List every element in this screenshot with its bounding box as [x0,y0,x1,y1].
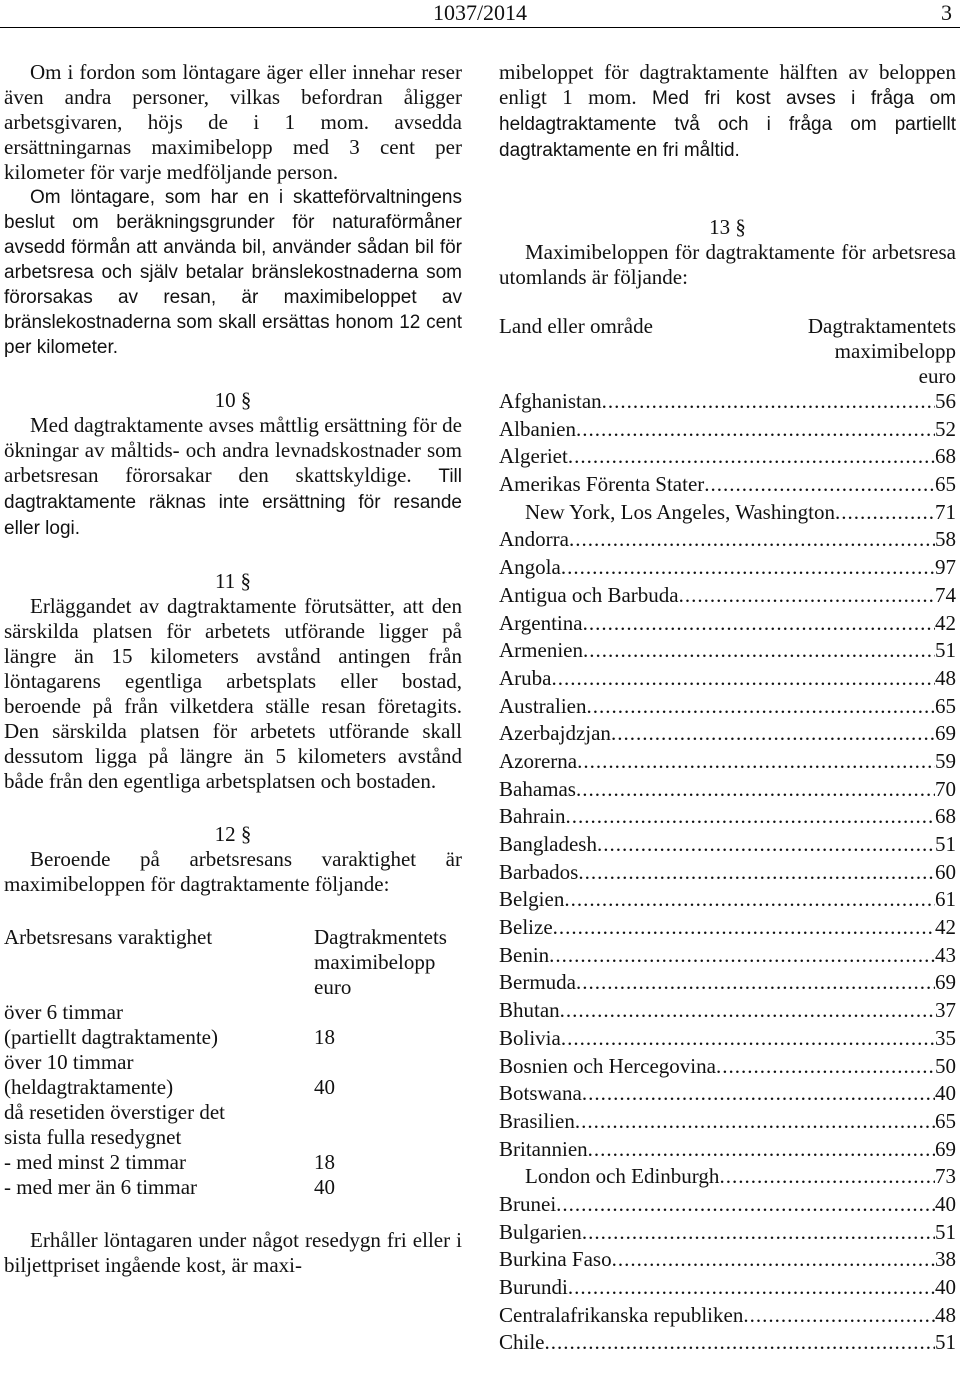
dot-leader [560,998,935,1023]
table-row-label: över 10 timmar [4,1050,134,1074]
country-name: Azerbajdzjan [499,721,611,746]
country-amount: 70 [935,776,956,801]
country-amount: 50 [935,1053,956,1078]
country-amount: 43 [935,942,956,967]
duration-header-amount: Dagtrakmentets maximibelopp euro [314,925,447,999]
country-row [499,1275,956,1303]
country-name: Argentina [499,610,583,635]
dot-leader [583,611,935,636]
country-row [499,527,956,555]
dot-leader [597,832,935,857]
country-amount: 51 [935,1219,956,1244]
dot-leader [719,1164,935,1189]
country-name: Bhutan [499,998,560,1023]
country-amount: 65 [935,1108,956,1133]
country-row [499,500,956,528]
country-name: Antigua och Barbuda [499,582,679,607]
country-amount: 37 [935,998,956,1023]
country-row [499,472,956,500]
duration-table [4,925,462,1200]
dot-leader [602,389,935,414]
country-name: Chile [499,1330,545,1355]
country-amount: 61 [935,887,956,912]
country-name: Britannien [499,1136,588,1161]
country-amount: 65 [935,693,956,718]
country-row [499,998,956,1026]
country-row [499,1137,956,1165]
dot-leader [549,943,935,968]
country-row [499,1330,956,1358]
country-row [499,777,956,805]
country-name: Belize [499,915,553,940]
page-number: 3 [941,0,952,25]
header-amount [756,314,956,389]
country-amount: 40 [935,1191,956,1216]
country-name: Bolivia [499,1025,561,1050]
left-column [4,60,462,1278]
dot-leader [582,1220,935,1245]
dot-leader [835,500,935,525]
country-amount: 68 [935,804,956,829]
country-row [499,417,956,445]
dot-leader [582,1081,935,1106]
table-row-value [314,1125,462,1150]
country-amount: 56 [935,389,956,413]
table-row-value [314,1100,462,1125]
section-12-text: Beroende på arbetsresans varaktighet är maximibeloppen för dagtraktamente följande: [4,847,462,896]
country-row [499,1220,956,1248]
table-row-value: 18 [314,1150,335,1174]
country-amount: 42 [935,915,956,940]
country-amount: 38 [935,1247,956,1272]
country-name: Belgien [499,887,565,912]
country-row [499,1026,956,1054]
country-name: Andorra [499,527,569,552]
country-name: London och Edinburgh [525,1164,720,1189]
country-name: Brunei [499,1191,557,1216]
country-name: Benin [499,942,550,967]
dot-leader [577,749,935,774]
dot-leader [716,1054,935,1079]
country-row [499,555,956,583]
section-11-heading: 11 § [215,569,251,593]
country-name: Algeriet [499,444,568,469]
country-row [499,749,956,777]
country-name: Aruba [499,665,552,690]
continued-paragraph-a: mibeloppet för dagtraktamente hälften av beloppen enligt 1 mom. [499,60,956,109]
dot-leader [743,1303,935,1328]
dot-leader [704,472,935,497]
table-row-label: då resetiden överstiger det [4,1100,225,1124]
dot-leader [568,444,935,469]
table-row-label: (partiellt dagtraktamente) [4,1025,218,1049]
country-name: Bahamas [499,776,576,801]
continued-paragraph-b: Med fri kost avses i fråga om heldagtraktamente två och i fråga om partiellt dagtraktamente en fri måltid. [499,88,956,161]
right-column [499,60,956,1358]
country-amount: 35 [935,1025,956,1050]
dot-leader [679,583,935,608]
country-amount: 69 [935,721,956,746]
dot-leader [568,1275,935,1300]
country-name: Botswana [499,1081,582,1106]
country-amount: 59 [935,748,956,773]
section-10-heading: 10 § [214,388,252,412]
country-amount: 51 [935,1330,956,1355]
country-amount: 74 [935,582,956,607]
country-row [499,1303,956,1331]
table-row-label: - med mer än 6 timmar [4,1175,198,1199]
table-row-value [314,1000,462,1025]
country-name: Burkina Faso [499,1247,612,1272]
country-row [499,666,956,694]
country-row [499,611,956,639]
country-row [499,943,956,971]
country-row [499,1109,956,1137]
country-amount: 71 [935,499,956,524]
country-row [499,832,956,860]
paragraph-fuel-costs: Om löntagare, som har en i skatteförvaltningens beslut om beräkningsgrunder för naturaförmåner avsedd förmån att använda bil, använder sådan bil för arbetsresa och själv betalar bränslekostnaderna som förorsakas av resan, är maximibeloppet av bränslekostnaderna som skall ersättas honom 12 cent per kilometer. [4,187,462,358]
country-row [499,389,956,417]
section-10-text [4,413,462,541]
country-name: Bosnien och Hercegovina [499,1053,716,1078]
table-row-value: 40 [314,1075,335,1099]
country-name: Armenien [499,638,583,663]
header-amount-line1: Dagtraktamentets [807,314,956,338]
country-amount: 52 [935,416,956,441]
dot-leader [561,555,935,580]
country-row [499,1164,956,1192]
dot-leader [575,1109,935,1134]
dot-leader [565,804,935,829]
country-amount: 58 [935,527,956,552]
country-amount: 73 [935,1164,956,1189]
duration-header-label: Arbetsresans varaktighet [4,925,213,949]
section-10-text-a: Med dagtraktamente avses måttlig ersättning för de ökningar av måltids- och andra levnadskostnader som arbetsresan förorsakar den skattskyldige. [4,413,462,487]
country-amount: 51 [935,638,956,663]
header-rule [0,27,960,28]
document-number: 1037/2014 [432,0,528,25]
country-amount: 40 [935,1275,956,1299]
country-name: Brasilien [499,1108,575,1133]
dot-leader [569,527,935,552]
country-row [499,583,956,611]
country-amount: 68 [935,444,956,469]
table-row-value: 18 [314,1025,335,1049]
country-name: Azorerna [499,748,578,773]
country-name: New York, Los Angeles, Washington [525,499,836,524]
continued-paragraph [499,60,956,163]
country-row [499,444,956,472]
dot-leader [586,694,935,719]
country-amount: 48 [935,665,956,690]
dot-leader [564,887,935,912]
country-row [499,694,956,722]
country-row [499,1054,956,1082]
header-amount-line2: maximibelopp [834,339,956,363]
country-amount: 69 [935,1136,956,1161]
country-list [499,389,956,1358]
dot-leader [583,638,935,663]
country-name: Bermuda [499,970,576,995]
country-amount: 48 [935,1302,956,1327]
dot-leader [611,721,935,746]
dot-leader [588,1137,935,1162]
country-name: Burundi [499,1275,568,1299]
closing-paragraph: Erhåller löntagaren under något resedygn fri eller i biljettpriset ingående kost, är maxi- [4,1228,462,1277]
table-row-label: sista fulla resedygnet [4,1125,182,1149]
country-row [499,1192,956,1220]
dot-leader [576,777,935,802]
country-amount: 97 [935,555,956,580]
country-row [499,1081,956,1109]
paragraph-accompanying-persons: Om i fordon som löntagare äger eller innehar reser även andra personer, vilkas befordran åligger arbetsgivaren, höjs de i 1 mom. avsedda ersättningarnas maximibelopp med 3 cent per kilometer för varje medföljande person. [4,60,462,184]
country-amount: 65 [935,472,956,497]
country-name: Bangladesh [499,832,597,856]
section-13-text: Maximibeloppen för dagtraktamente för arbetsresa utomlands är följande: [499,240,956,289]
country-amount: 40 [935,1081,956,1106]
country-row [499,1247,956,1275]
table-row-value: 40 [314,1175,335,1199]
country-row [499,915,956,943]
table-row-label: (heldagtraktamente) [4,1075,174,1099]
country-name: Angola [499,555,561,580]
country-amount: 42 [935,610,956,635]
country-name: Barbados [499,859,579,884]
dot-leader [576,417,935,442]
header-amount-line3: euro [918,364,956,388]
section-11-text: Erläggandet av dagtraktamente förutsätter, att den särskilda platsen för arbetets utförande ligger på längre än 15 kilometers avstånd antingen från löntagarens egentliga arbetsplats eller bostad, beroende på från vilketdera ställe resan företagits. Den särskilda platsen för arbetets utförande skall dessutom ligga på längre än 5 kilometers avstånd både från den egentliga arbetsplatsen och bostaden. [4,594,462,793]
table-row-label: - med minst 2 timmar [4,1150,186,1174]
section-10-text-b: Till dagtraktamente räknas inte ersättning för resande eller logi. [4,466,462,539]
country-table-header [499,314,956,389]
country-row [499,970,956,998]
dot-leader [551,666,935,691]
section-13-heading: 13 § [709,215,746,239]
table-row-label: över 6 timmar [4,1000,123,1024]
dot-leader [545,1330,936,1355]
country-amount: 51 [935,832,956,856]
dot-leader [556,1192,935,1217]
country-name: Australien [499,693,587,718]
dot-leader [553,915,935,940]
country-row [499,860,956,888]
section-12-heading: 12 § [214,822,252,846]
dot-leader [578,860,935,885]
country-name: Bulgarien [499,1219,582,1244]
country-name: Amerikas Förenta Stater [499,472,705,497]
country-name: Centralafrikanska republiken [499,1302,744,1327]
country-amount: 60 [935,859,956,884]
table-row-value [314,1050,462,1075]
dot-leader [561,1026,935,1051]
country-name: Afghanistan [499,389,602,413]
country-row [499,721,956,749]
country-name: Bahrain [499,804,566,829]
dot-leader [576,970,935,995]
dot-leader [612,1247,935,1272]
header-land: Land eller område [499,314,653,338]
country-row [499,804,956,832]
country-amount: 69 [935,970,956,995]
country-name: Albanien [499,416,576,441]
country-row [499,887,956,915]
country-row [499,638,956,666]
duration-table-header [4,925,462,1000]
